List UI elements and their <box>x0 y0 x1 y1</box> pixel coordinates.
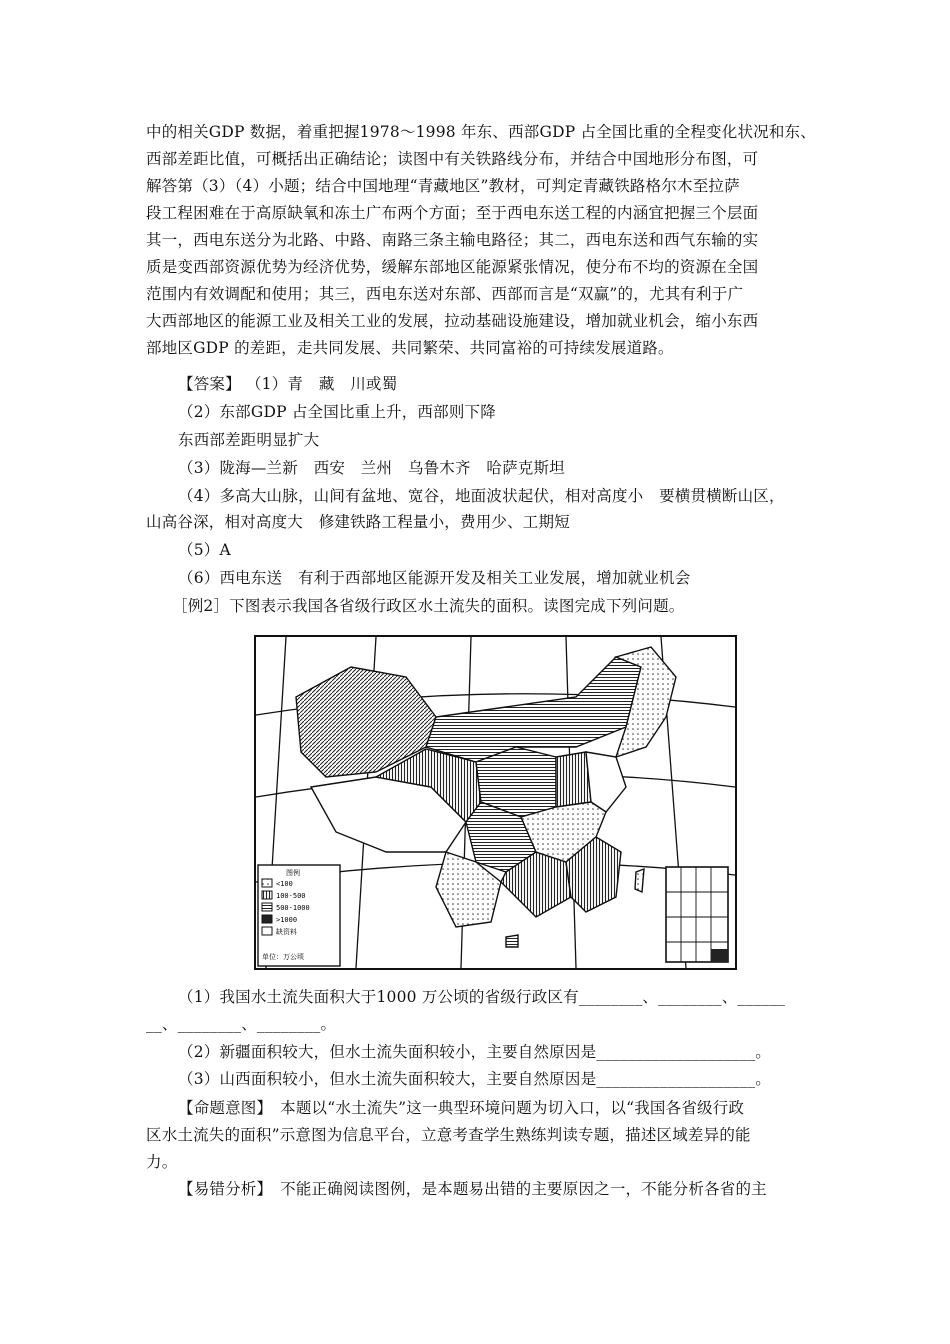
answer-3: （3）陇海—兰新 西安 兰州 乌鲁木齐 哈萨克斯坦 <box>178 459 565 477</box>
legend-item-1: <100 <box>276 880 293 888</box>
paragraph-line-2: 西部差距比值，可概括出正确结论；读图中有关铁路线分布，并结合中国地形分布图，可 <box>146 150 759 168</box>
soil-erosion-map <box>254 635 737 970</box>
paragraph-line-9: 部地区GDP 的差距，走共同发展、共同繁荣、共同富裕的可持续发展道路。 <box>146 339 674 357</box>
error-analysis-line-1: 【易错分析】 不能正确阅读图例，是本题易出错的主要原因之一，不能分析各省的主 <box>178 1180 767 1198</box>
answer-1: （1）青 藏 川或蜀 <box>245 375 398 393</box>
intent-line-2: 区水土流失的面积”示意图为信息平台，立意考查学生熟练判读专题，描述区域差异的能 <box>146 1126 751 1144</box>
paragraph-line-8: 大西部地区的能源工业及相关工业的发展，拉动基础设施建设，增加就业机会，缩小东西 <box>146 312 759 330</box>
legend-item-4: >1000 <box>276 916 298 924</box>
question-1a: （1）我国水土流失面积大于1000 万公顷的省级行政区有________、________、______ <box>178 988 786 1006</box>
intent-line-3: 力。 <box>146 1153 178 1171</box>
map-legend <box>258 865 340 966</box>
example2-intro: ［例2］下图表示我国各省级行政区水土流失的面积。读图完成下列问题。 <box>172 597 685 615</box>
intent-line-1: 【命题意图】 本题以“水土流失”这一典型环境问题为切入口，以“我国各省级行政 <box>178 1099 745 1117</box>
paragraph-line-6: 质是变西部资源优势为经济优势，缓解东部地区能源紧张情况，使分布不均的资源在全国 <box>146 258 759 276</box>
answer-block <box>178 372 843 396</box>
paragraph-line-7: 范围内有效调配和使用；其三，西电东送对东部、西部而言是“双赢”的，尤其有利于广 <box>146 285 744 303</box>
question-1b: __、________、________。 <box>146 1015 337 1033</box>
answer-2b: 东西部差距明显扩大 <box>178 431 320 449</box>
south-china-sea-inset <box>666 867 728 962</box>
answer-4b: 山高谷深，相对高度大 修建铁路工程量小，费用少、工期短 <box>146 513 570 531</box>
question-2: （2）新疆面积较大，但水土流失面积较小，主要自然原因是____________________。 <box>178 1043 771 1061</box>
answer-5: （5）A <box>178 541 231 559</box>
answer-6: （6）西电东送 有利于西部地区能源开发及相关工业发展，增加就业机会 <box>178 569 691 587</box>
paragraph-line-5: 其一，西电东送分为北路、中路、南路三条主输电路径；其二，西电东送和西气东输的实 <box>146 231 759 249</box>
legend-item-5: 缺资料 <box>276 928 297 936</box>
paragraph-line-1: 中的相关GDP 数据，着重把握1978～1998 年东、西部GDP 占全国比重的全程变化状况和东、 <box>146 123 816 141</box>
paragraph-line-3: 解答第（3）（4）小题；结合中国地理“青藏地区”教材，可判定青藏铁路格尔木至拉萨 <box>146 177 740 195</box>
answer-4a: （4）多高大山脉，山间有盆地、宽谷，地面波状起伏，相对高度小 要横贯横断山区， <box>178 487 785 505</box>
province-shapes <box>296 647 676 947</box>
answer-2: （2）东部GDP 占全国比重上升，西部则下降 <box>178 403 496 421</box>
legend-title: 图例 <box>286 869 300 877</box>
legend-unit: 单位：万公顷 <box>262 953 304 961</box>
answer-heading: 【答案】 <box>178 375 241 393</box>
legend-item-3: 500-1000 <box>276 904 310 912</box>
question-3: （3）山西面积较小，但水土流失面积较大，主要自然原因是____________________。 <box>178 1070 771 1088</box>
legend-item-2: 100-500 <box>276 892 306 900</box>
paragraph-line-4: 段工程困难在于高原缺氧和冻土广布两个方面；至于西电东送工程的内涵宜把握三个层面 <box>146 204 759 222</box>
